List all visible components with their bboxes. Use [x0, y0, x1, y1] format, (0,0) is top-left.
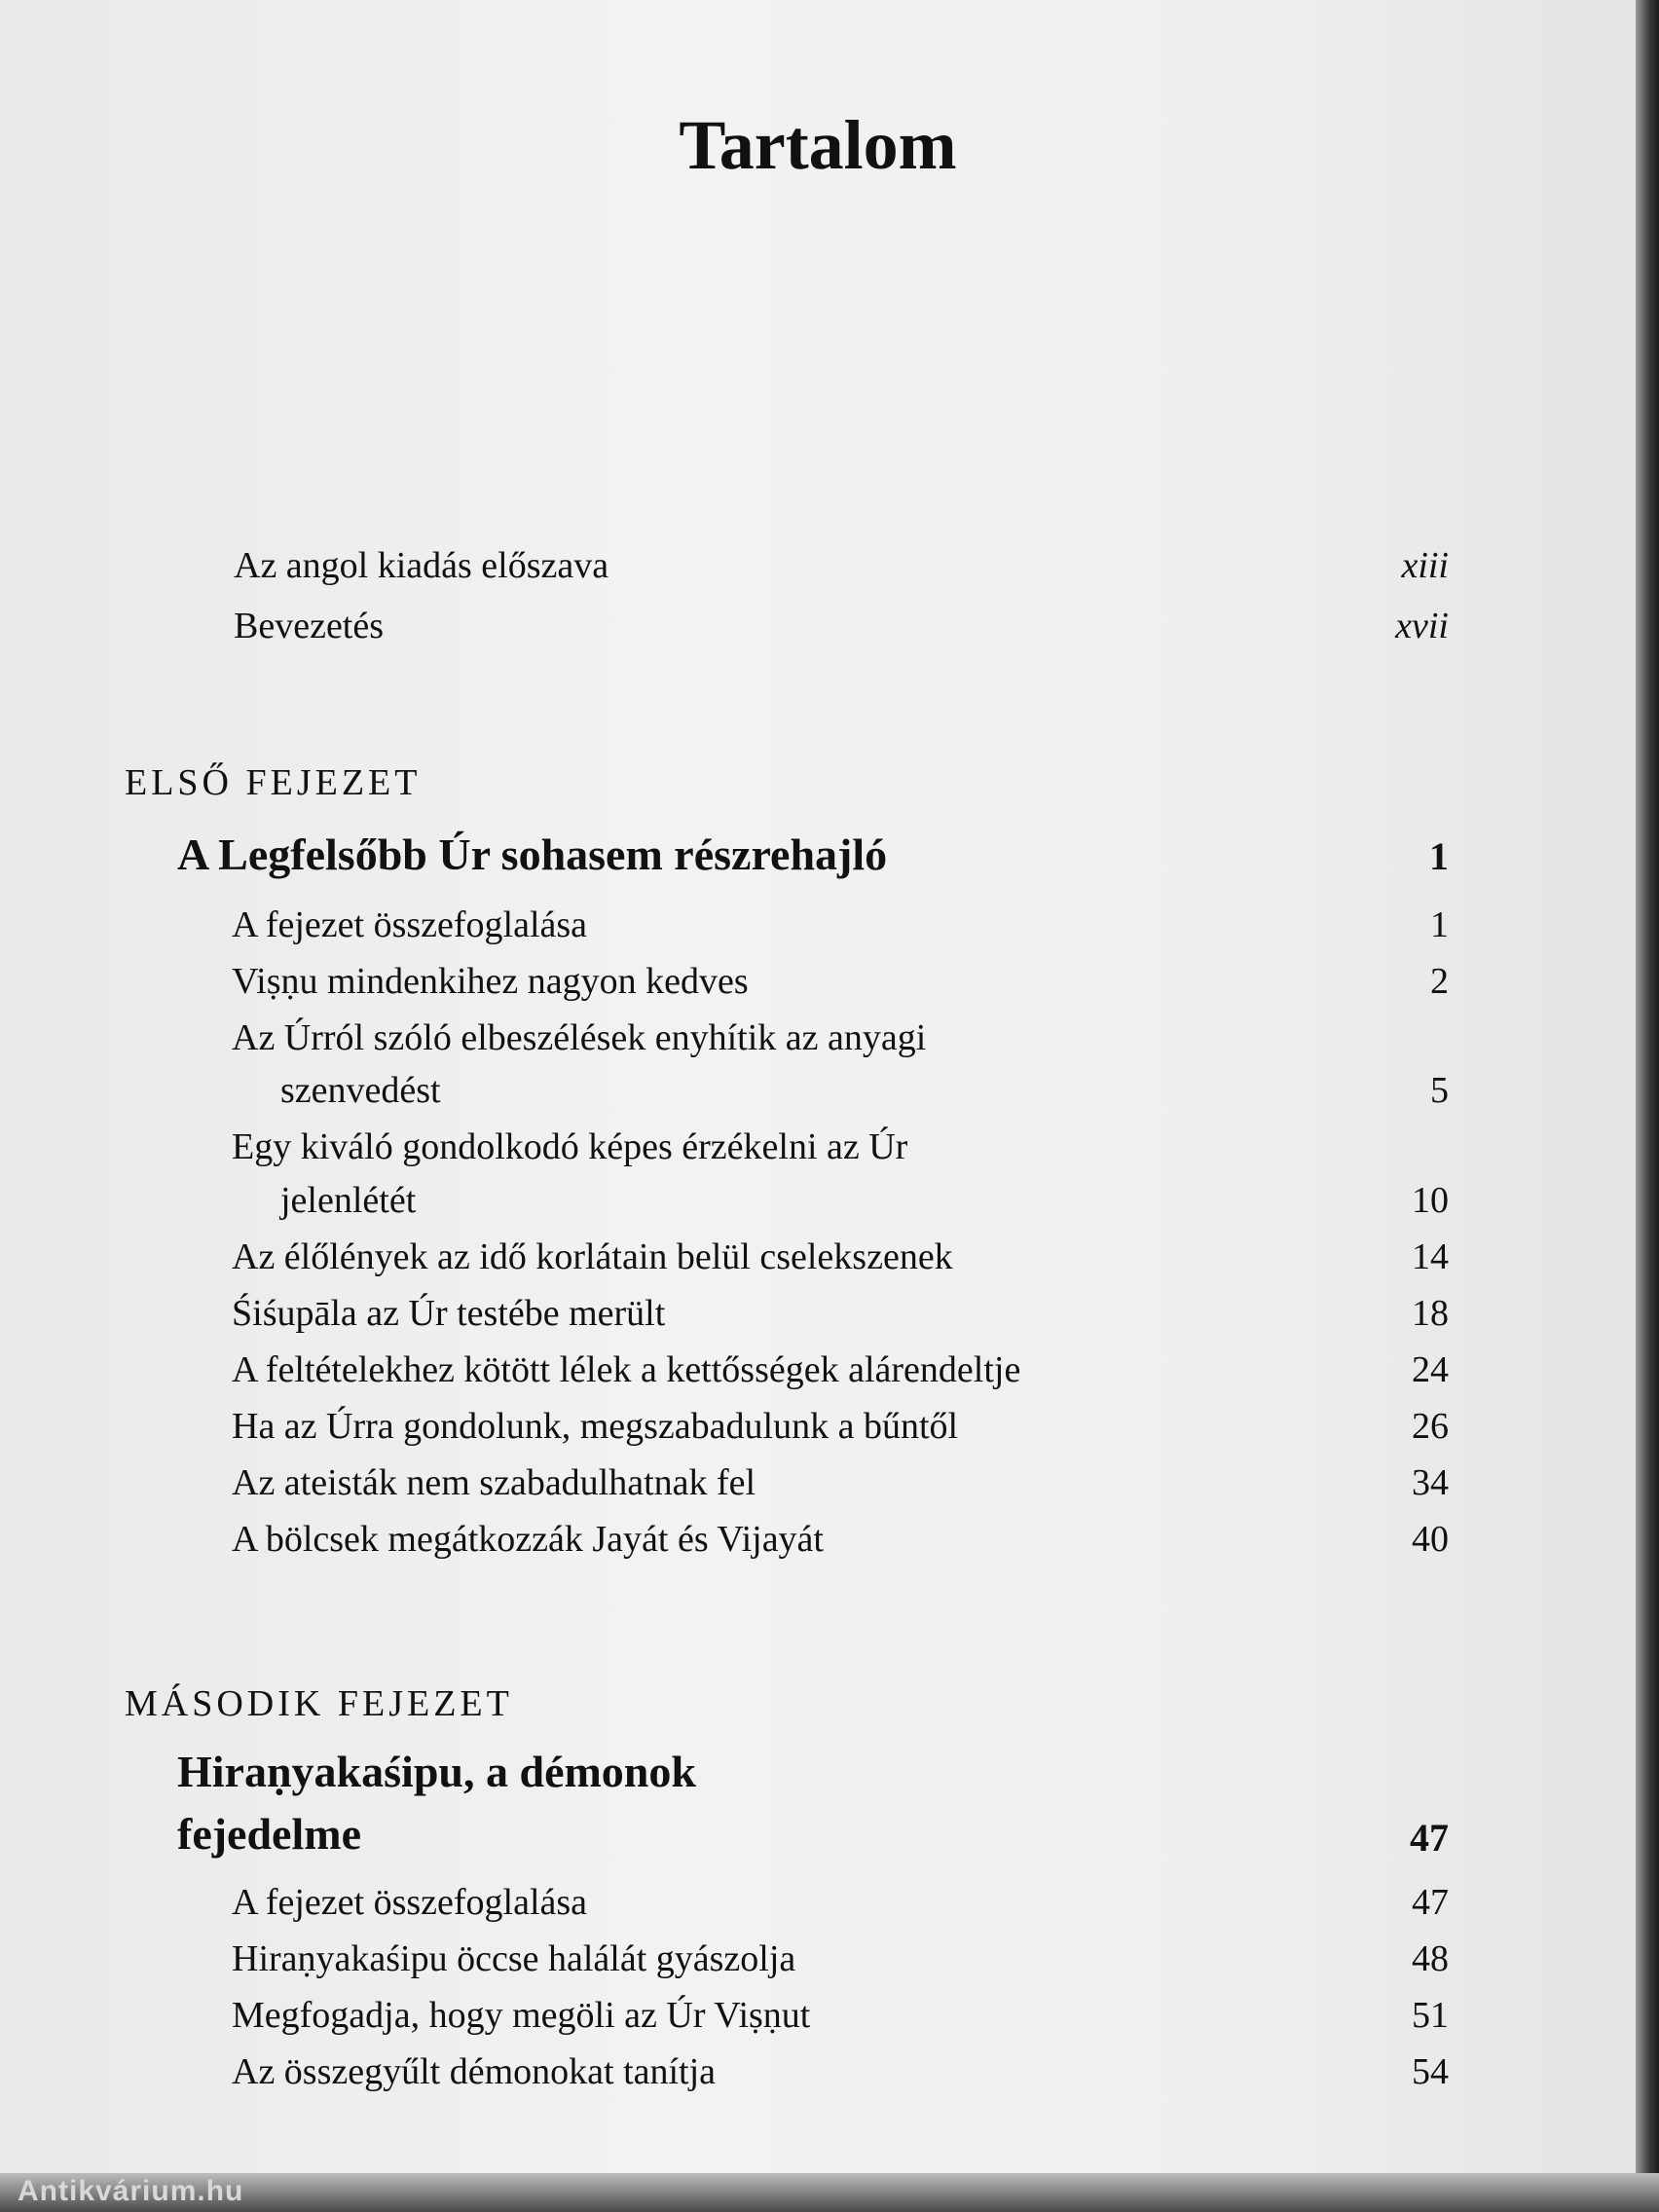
toc-entry-label: A bölcsek megátkozzák Jayát és Vijayát	[232, 1519, 824, 1560]
toc-entry-label: Az élőlények az idő korlátain belül cselekszenek	[232, 1236, 953, 1277]
chapter-page: 1	[1429, 834, 1449, 878]
toc-entry-label: Az angol kiadás előszava	[234, 545, 609, 586]
toc-entry-label: Az Úrról szóló elbeszélések enyhítik az anyagi	[232, 1017, 927, 1058]
toc-entry-label: Az ateisták nem szabadulhatnak fel	[232, 1462, 756, 1503]
toc-entry-page: 34	[1412, 1462, 1449, 1503]
toc-entry-page: xiii	[1401, 545, 1449, 586]
toc-entry-page: 24	[1412, 1349, 1449, 1390]
toc-entry-page: 14	[1412, 1236, 1449, 1277]
toc-entry-label: Megfogadja, hogy megöli az Úr Viṣṇut	[232, 1995, 811, 2036]
toc-entry-label: Az összegyűlt démonokat tanítja	[232, 2051, 717, 2092]
chapter-label: ELSŐ FEJEZET	[125, 762, 422, 803]
chapter-label: MÁSODIK FEJEZET	[125, 1683, 513, 1724]
chapter-title-continued: fejedelme	[177, 1809, 361, 1859]
chapter-page: 47	[1410, 1816, 1449, 1860]
toc-entry-page: 5	[1430, 1070, 1449, 1111]
toc-entry-page: xvii	[1395, 606, 1449, 646]
toc-entry-page: 26	[1412, 1406, 1449, 1447]
toc-entry-label: A fejezet összefoglalása	[232, 1882, 588, 1923]
chapter-title: A Legfelsőbb Úr sohasem részrehajló	[177, 830, 888, 879]
toc-entry-page: 48	[1412, 1938, 1449, 1979]
toc-entry-label: Śiśupāla az Úr testébe merült	[232, 1293, 666, 1334]
toc-entry-page: 10	[1412, 1180, 1449, 1221]
toc-entry-label: Hiraṇyakaśipu öccse halálát gyászolja	[232, 1938, 796, 1979]
toc-entry-label: jelenlétét	[280, 1180, 417, 1221]
toc-entry-page: 2	[1430, 961, 1449, 1002]
toc-entry-page: 51	[1412, 1995, 1449, 2036]
toc-entry-label: A fejezet összefoglalása	[232, 904, 588, 945]
page-title: Tartalom	[679, 106, 957, 184]
toc-entry-page: 18	[1412, 1293, 1449, 1334]
toc-entry-page: 47	[1412, 1882, 1449, 1923]
chapter-title: Hiraṇyakaśipu, a démonok	[177, 1747, 696, 1796]
toc-entry-label: Bevezetés	[234, 606, 385, 646]
watermark-text: Antikvárium.hu	[18, 2175, 244, 2207]
toc-entry-page: 40	[1412, 1519, 1449, 1560]
book-spine-shadow	[1636, 0, 1659, 2212]
toc-entry-label: Ha az Úrra gondolunk, megszabadulunk a bűntől	[232, 1406, 959, 1447]
toc-entry-label: Egy kiváló gondolkodó képes érzékelni az Úr	[232, 1126, 908, 1167]
watermark-strip	[0, 2173, 1659, 2212]
toc-entry-page: 54	[1412, 2051, 1449, 2092]
toc-entry-label: A feltételekhez kötött lélek a kettősségek alárendeltje	[232, 1349, 1021, 1390]
toc-entry-label: szenvedést	[280, 1070, 441, 1111]
toc-entry-page: 1	[1430, 904, 1449, 945]
toc-entry-label: Viṣṇu mindenkihez nagyon kedves	[232, 961, 749, 1002]
